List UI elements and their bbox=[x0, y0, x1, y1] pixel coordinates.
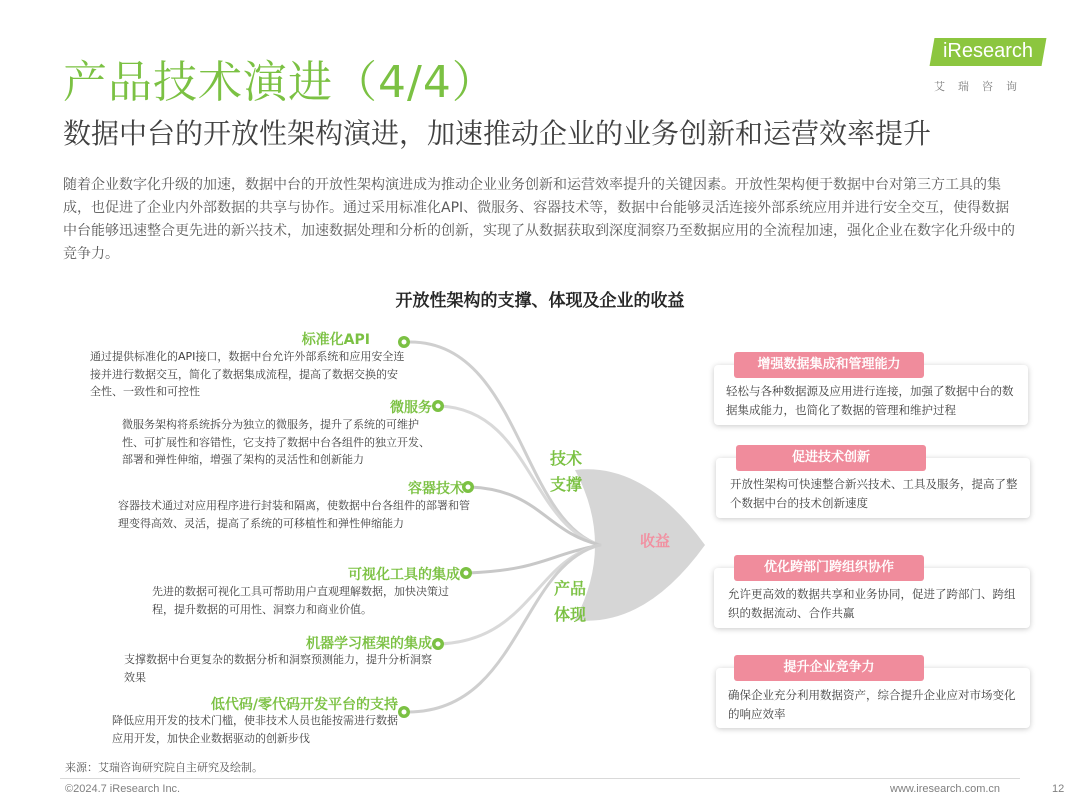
item-head-visual-tools: 可视化工具的集成 bbox=[348, 567, 460, 583]
label-benefit: 收益 bbox=[640, 532, 671, 550]
dot-microservice-ring bbox=[436, 404, 441, 409]
copyright-text: ©2024.7 iResearch Inc. bbox=[65, 783, 181, 795]
center-label-line: 支撑 bbox=[549, 475, 582, 494]
page-number: 12 bbox=[1052, 783, 1065, 795]
center-label-line: 产品 bbox=[553, 579, 586, 598]
website-link[interactable]: www.iresearch.com.cn bbox=[890, 783, 1001, 795]
item-head-ml-framework: 机器学习框架的集成 bbox=[306, 636, 432, 652]
benefit-desc-competitiveness: 确保企业充分利用数据资产，综合提升企业应对市场变化的响应效率 bbox=[728, 688, 1016, 721]
label-tech-support bbox=[546, 446, 586, 498]
item-head-standard-api: 标准化API bbox=[301, 332, 370, 348]
center-label-line: 体现 bbox=[553, 605, 586, 624]
intro-paragraph: 随着企业数字化升级的加速，数据中台的开放性架构演进成为推动企业业务创新和运营效率提升的关键因素。开放性架构便于数据中台对第三方工具的集成，也促进了企业内外部数据的共享与协作。通过采用标准化API、微服务、容器技术等，数据中台能够灵活连接外部系统应用并进行安全交互，使得数据中台能够迅速整合更先进的新兴技术，加速数据处理和分析的创新，实现了从数据获取到深度洞察乃至数据应用的全流程加速，强化企业在数字化升级中的竞争力。 bbox=[63, 177, 1015, 262]
source-note: 来源：艾瑞咨询研究院自主研究及绘制。 bbox=[65, 761, 263, 774]
item-head-microservice: 微服务 bbox=[390, 400, 432, 416]
item-desc-microservice: 微服务架构将系统拆分为独立的微服务，提升了系统的可维护性、可扩展性和容错性，它支持了数据中台各组件的独立开发、部署和弹性伸缩，增强了架构的灵活性和创新能力 bbox=[122, 418, 430, 466]
label-product-embodiment bbox=[550, 576, 590, 628]
dot-standard-api-ring bbox=[402, 340, 407, 345]
logo-brand: iResearch bbox=[942, 40, 1034, 62]
curve-visual-tools bbox=[468, 545, 600, 573]
item-head-container: 容器技术 bbox=[408, 481, 464, 497]
page-title: 产品技术演进（4/4） bbox=[63, 57, 497, 108]
benefit-desc-tech-innovation: 开放性架构可快速整合新兴技术、工具及服务，提高了整个数据中台的技术创新速度 bbox=[730, 477, 1018, 510]
item-desc-visual-tools: 先进的数据可视化工具可帮助用户直观理解数据，加快决策过程，提升数据的可用性、洞察力和商业价值。 bbox=[152, 585, 449, 616]
diagram-title: 开放性架构的支撑、体现及企业的收益 bbox=[395, 291, 685, 311]
benefit-label-collaboration: 优化跨部门跨组织协作 bbox=[734, 555, 924, 581]
center-label-line: 技术 bbox=[549, 449, 582, 468]
benefit-label-data-integration: 增强数据集成和管理能力 bbox=[734, 352, 924, 378]
footer-divider bbox=[60, 778, 1020, 779]
dot-container-ring bbox=[466, 485, 471, 490]
item-head-lowcode: 低代码/零代码开发平台的支持 bbox=[210, 697, 398, 713]
page-subtitle: 数据中台的开放性架构演进，加速推动企业的业务创新和运营效率提升 bbox=[63, 117, 932, 150]
item-desc-lowcode: 降低应用开发的技术门槛，使非技术人员也能按需进行数据应用开发，加快企业数据驱动的创新步伐 bbox=[112, 714, 398, 745]
item-desc-standard-api: 通过提供标准化的API接口，数据中台允许外部系统和应用安全连接并进行数据交互，简化了数据集成流程，提高了数据交换的安全性、一致性和可控性 bbox=[90, 350, 405, 398]
logo-subtitle: 艾瑞咨询 bbox=[934, 80, 1030, 93]
dot-visual-tools-ring bbox=[464, 571, 469, 576]
benefit-label-competitiveness: 提升企业竞争力 bbox=[734, 655, 924, 681]
benefit-label-tech-innovation: 促进技术创新 bbox=[736, 445, 926, 471]
benefit-desc-data-integration: 轻松与各种数据源及应用进行连接，加强了数据中台的数据集成能力，也简化了数据的管理和维护过程 bbox=[726, 384, 1014, 417]
benefit-desc-collaboration: 允许更高效的数据共享和业务协同，促进了跨部门、跨组织的数据流动、合作共赢 bbox=[728, 587, 1016, 620]
dot-ml-framework-ring bbox=[436, 642, 441, 647]
item-desc-ml-framework: 支撑数据中台更复杂的数据分析和洞察预测能力，提升分析洞察效果 bbox=[124, 653, 432, 684]
item-desc-container: 容器技术通过对应用程序进行封装和隔离，使数据中台各组件的部署和管理变得高效、灵活，提高了系统的可移植性和弹性伸缩能力 bbox=[118, 499, 470, 530]
